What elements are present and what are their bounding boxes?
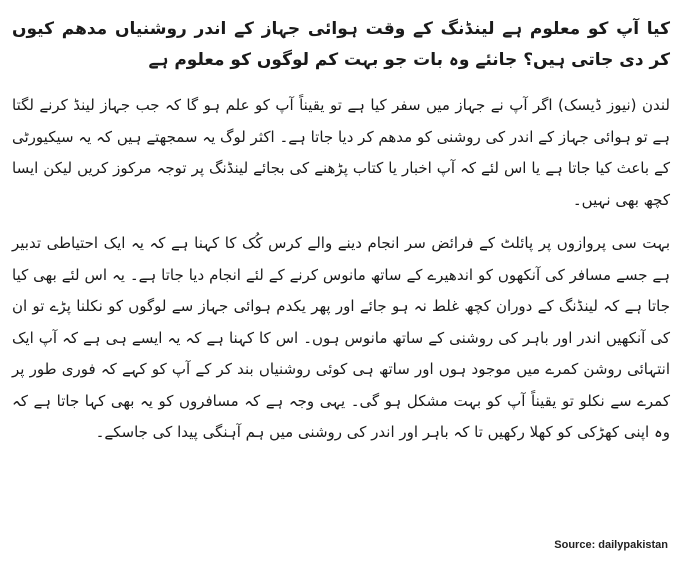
source-credit: Source: dailypakistan <box>554 539 668 551</box>
article-paragraph: بہت سی پروازوں پر پائلٹ کے فرائض سر انجام دینے والے کرس کُک کا کہنا ہے کہ یہ ایک احتیاطی تدبیر ہے جسے مسافر کی آنکھوں کو اندھیرے کے ساتھ مانوس کرنے کے لئے انجام دیا جاتا ہے۔ یہ اس لئے بھی کیا جاتا ہے کہ لینڈنگ کے دوران کچھ غلط نہ ہو جائے اور پھر یکدم ہوائی جہاز سے لوگوں کو نکلنا پڑے تو ان کی آنکھیں اندر اور باہر کی روشنی کے ساتھ مانوس ہوں۔ اس کا کہنا ہے کہ یہ ایسے ہی ہے کہ آپ ایک انتہائی روشن کمرے میں موجود ہوں اور ساتھ ہی کوئی روشنیاں بند کر کے آپ کو کہے کہ فوری طور پر کمرے سے نکلو تو یقیناً آپ کو بہت مشکل ہو گی۔ یہی وجہ ہے کہ مسافروں کو یہ بھی کہا جاتا ہے کہ وہ اپنی کھڑکی کو کھلا رکھیں تا کہ باہر اور اندر کی روشنی میں ہم آہنگی پیدا کی جاسکے۔ <box>12 234 670 441</box>
article <box>12 14 670 461</box>
article-paragraph: لندن (نیوز ڈیسک) اگر آپ نے جہاز میں سفر کیا ہے تو یقیناً آپ کو علم ہو گا کہ جب جہاز لینڈ کرنے لگتا ہے تو ہوائی جہاز کے اندر کی روشنی کو مدھم کر دیا جاتا ہے۔ اکثر لوگ یہ سمجھتے ہیں کہ یہ سیکیورٹی کے باعث کیا جاتا ہے یا اس لئے کہ آپ اخبار یا کتاب پڑھنے کی بجائے لینڈنگ پر توجہ مرکوز کریں لیکن ایسا کچھ بھی نہیں۔ <box>12 96 670 209</box>
article-headline: کیا آپ کو معلوم ہے لینڈنگ کے وقت ہوائی جہاز کے اندر روشنیاں مدھم کیوں کر دی جاتی ہیں؟ جانئے وہ بات جو بہت کم لوگوں کو معلوم ہے <box>12 19 670 70</box>
